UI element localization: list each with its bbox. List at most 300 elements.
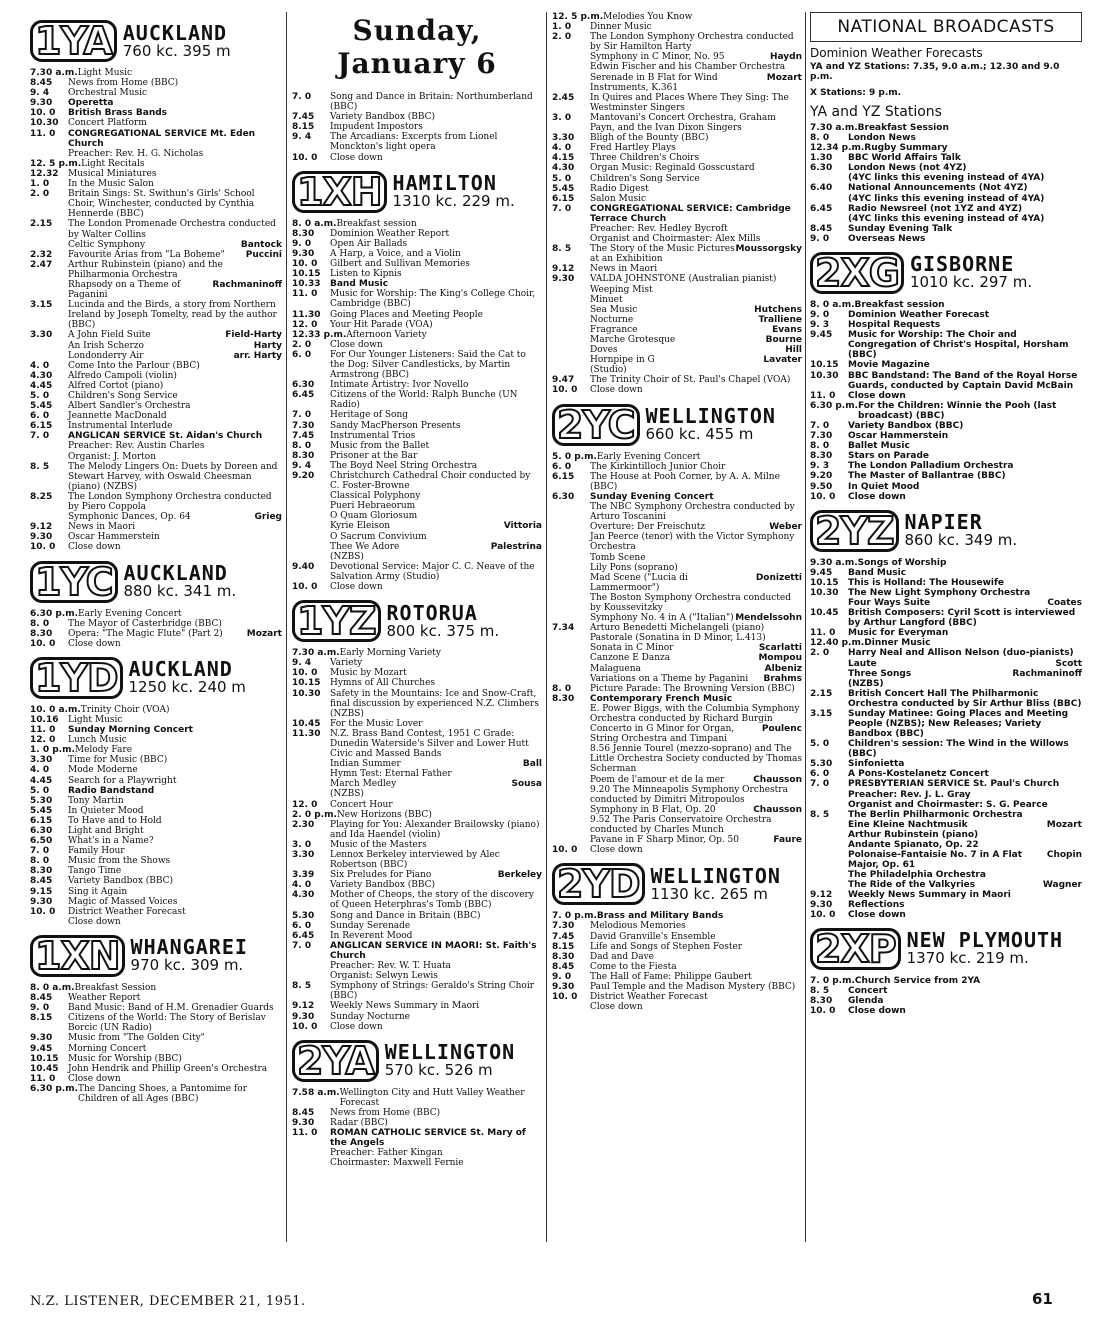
- programme-time: 6.45: [292, 930, 315, 941]
- programme-time: 11. 0: [30, 1073, 56, 1084]
- programme-title: [590, 932, 802, 942]
- programme-text: Breakfast Session: [857, 123, 949, 133]
- programme-time: 3.30: [30, 755, 53, 766]
- programme-text: Close down: [848, 1006, 906, 1017]
- programme-time: 12. 0: [30, 735, 56, 746]
- programme-text: What's in a Name?: [68, 836, 154, 847]
- programme-time: 8. 0 a.m.: [30, 982, 75, 993]
- programme-time: 8.30: [30, 866, 53, 877]
- programme-detail: [292, 491, 542, 501]
- programme-title: [330, 350, 542, 380]
- programme-time: 5.30: [292, 910, 315, 921]
- programme-detail: [552, 805, 802, 815]
- programme-entry: [810, 143, 1082, 153]
- programme-time: 10. 0 a.m.: [30, 704, 81, 715]
- station-header: [810, 510, 1082, 552]
- programme-entry: [292, 689, 542, 719]
- programme-entry: [552, 932, 802, 942]
- programme-detail: [810, 840, 1082, 850]
- programme-entry: [810, 441, 1082, 451]
- composer: Haydn: [769, 52, 802, 63]
- programme-title: [848, 588, 1082, 598]
- programme-entry: [810, 759, 1082, 769]
- programme-time: 10.45: [30, 1063, 59, 1074]
- programme-title: [590, 942, 802, 952]
- detail-text: March Medley: [330, 779, 397, 790]
- programme-time: 8.45: [30, 78, 53, 89]
- programme-title: [337, 810, 542, 820]
- programme-title: [848, 441, 1082, 451]
- programme-text: Devotional Service: Major C. C. Neave of the Salvation Army (Studio): [330, 561, 535, 582]
- programme-title: [858, 123, 1082, 133]
- programme-title: [590, 623, 802, 633]
- programme-title: [68, 755, 282, 765]
- programme-title: [68, 786, 282, 796]
- programme-entry: [30, 361, 282, 371]
- programme-text: New Horizons (BBC): [336, 809, 432, 820]
- detail-text: Three Songs: [848, 668, 912, 679]
- programme-entry: [810, 568, 1082, 578]
- programme-time: 4.15: [552, 153, 575, 164]
- programme-text: Close down: [330, 1021, 383, 1032]
- composer: Chausson: [753, 804, 802, 815]
- programme-text: Gilbert and Sullivan Memories: [330, 259, 470, 270]
- programme-entry: [810, 1006, 1082, 1016]
- programme-title: [590, 93, 802, 113]
- programme-text: Symphony of Strings: Geraldo's String Choir (BBC): [330, 981, 535, 1002]
- programme-detail: [292, 552, 542, 562]
- programme-detail: [810, 870, 1082, 880]
- programme-entry: [552, 204, 802, 224]
- programme-text: The Mayor of Casterbridge (BBC): [68, 618, 222, 629]
- programme-time: 10. 0: [30, 108, 56, 119]
- programme-title: [330, 890, 542, 910]
- programme-text: Organ Music: Reginald Gosscustard: [590, 163, 755, 174]
- programme-title: [590, 133, 802, 143]
- programme-title: [68, 189, 282, 219]
- station-info: [131, 937, 248, 974]
- station-call-sign: 2YD: [552, 863, 645, 905]
- programme-title: [848, 183, 1082, 193]
- programme-time: 8.30: [552, 951, 575, 962]
- programme-entry: [292, 421, 542, 431]
- programme-time: 12.33 p.m.: [292, 329, 347, 340]
- programme-entry: [30, 462, 282, 492]
- programme-title: [848, 648, 1082, 658]
- programme-time: 7.45: [552, 931, 575, 942]
- programme-list: [30, 609, 282, 649]
- programme-title: [590, 204, 802, 224]
- programme-text: Operetta: [68, 98, 114, 109]
- programme-entry: [810, 578, 1082, 588]
- programme-time: 10. 0: [810, 909, 836, 920]
- programme-time: 9.12: [30, 522, 53, 533]
- programme-title: [848, 779, 1082, 789]
- programme-text: Children's Song Service: [68, 391, 178, 401]
- programme-entry: [552, 174, 802, 184]
- programme-text: Dinner Music: [590, 22, 652, 33]
- programme-detail: [552, 502, 802, 522]
- programme-title: [68, 907, 282, 917]
- programme-text: Close down: [848, 491, 906, 502]
- station-info: [385, 1042, 515, 1079]
- programme-entry: [30, 421, 282, 431]
- programme-text: Song and Dance in Britain: Northumberland (BBC): [330, 92, 533, 113]
- composer: Bantock: [240, 239, 282, 250]
- programme-entry: [810, 890, 1082, 900]
- programme-text: Come Into the Parlour (BBC): [68, 360, 200, 371]
- programme-time: 10.16: [30, 714, 59, 725]
- programme-entry: [552, 472, 802, 492]
- programme-title: [848, 608, 1082, 628]
- programme-entry: [30, 330, 282, 340]
- station-header: [30, 657, 282, 699]
- programme-title: [848, 471, 1082, 481]
- programme-title: [68, 897, 282, 907]
- programme-text: Going Places and Meeting People: [330, 309, 483, 320]
- station-name: AUCKLAND: [122, 20, 228, 45]
- programme-entry: [810, 310, 1082, 320]
- programme-time: 4. 0: [292, 880, 312, 891]
- programme-entry: [30, 836, 282, 846]
- detail-text: Poem de l'amour et de la mer: [590, 774, 725, 785]
- programme-entry: [30, 907, 282, 917]
- programme-text: British Composers: Cyril Scott is interviewed by Arthur Langford (BBC): [848, 608, 1076, 629]
- programme-text: Life and Songs of Stephen Foster: [590, 941, 743, 952]
- programme-text: Arturo Benedetti Michelangeli (piano): [590, 623, 765, 634]
- programme-entry: [292, 239, 542, 249]
- programme-entry: [292, 1088, 542, 1108]
- programme-title: [330, 562, 542, 582]
- programme-entry: [292, 941, 542, 961]
- programme-title: [330, 289, 542, 309]
- programme-entry: [292, 410, 542, 420]
- programme-text: Breakfast session: [854, 299, 945, 310]
- detail-text: Preacher: Rev. Austin Charles: [68, 441, 205, 452]
- programme-title: [855, 976, 1082, 986]
- composer: Brahms: [763, 673, 802, 684]
- programme-detail: [292, 789, 542, 799]
- programme-entry: [552, 32, 802, 52]
- programme-detail: [552, 674, 802, 684]
- programme-text: Melodies You Know: [603, 12, 693, 22]
- programme-list: [552, 911, 802, 1012]
- programme-time: 9.45: [810, 567, 833, 578]
- programme-time: 10. 0: [292, 152, 318, 163]
- programme-title: [68, 629, 282, 639]
- station-call-sign: 2YZ: [810, 510, 899, 552]
- programme-detail: [810, 214, 1082, 224]
- programme-time: 3. 0: [552, 112, 572, 123]
- programme-time: 2.15: [810, 688, 833, 699]
- detail-text: The NBC Symphony Orchestra conducted by Arturo Toscanini: [590, 502, 795, 523]
- programme-title: [590, 472, 802, 492]
- programme-text: Intimate Artistry: Ivor Novello: [330, 380, 469, 391]
- programme-title: [848, 492, 1082, 502]
- programme-detail: [810, 880, 1082, 890]
- programme-text: Variety Bandbox (BBC): [848, 420, 964, 431]
- programme-title: [330, 320, 542, 330]
- programme-text: Morning Concert: [68, 1043, 147, 1054]
- programme-title: [68, 1054, 282, 1064]
- programme-text: The Berlin Philharmonic Orchestra: [848, 809, 1023, 820]
- programme-title: [68, 129, 282, 149]
- station-call-sign: 1YZ: [292, 600, 381, 642]
- detail-text: Sea Music: [590, 304, 638, 315]
- programme-entry: [292, 1012, 542, 1022]
- programme-text: Sunday Morning Concert: [68, 725, 193, 736]
- programme-time: 12. 0: [292, 799, 318, 810]
- detail-text: Rhapsody on a Theme of Paganini: [68, 279, 181, 301]
- programme-title: [330, 92, 542, 112]
- detail-text: Polonaise-Fantaisie No. 7 in A Flat Major, Op. 61: [848, 849, 1023, 870]
- programme-title: [68, 219, 282, 239]
- programme-title: [330, 931, 542, 941]
- national-broadcasts-h2: YA and YZ Stations: [810, 104, 942, 120]
- programme-time: 1. 0 p.m.: [30, 745, 75, 756]
- programme-time: 8.45: [810, 223, 833, 234]
- programme-time: 2.47: [30, 259, 53, 270]
- detail-text: Kyrie Eleison: [330, 521, 391, 532]
- programme-detail: [810, 800, 1082, 810]
- programme-title: [330, 658, 542, 668]
- programme-text: Music for Everyman: [848, 628, 949, 639]
- programme-entry: [30, 866, 282, 876]
- composer: Harty: [253, 340, 282, 351]
- programme-time: 2. 0: [810, 648, 830, 659]
- programme-title: [68, 361, 282, 371]
- programme-detail: [292, 511, 542, 521]
- programme-text: Paul Temple and the Madison Mystery (BBC): [590, 981, 796, 992]
- station-call-sign: 1XH: [292, 171, 387, 213]
- programme-entry: [30, 522, 282, 532]
- programme-text: Band Music: Band of H.M. Grenadier Guards: [68, 1003, 274, 1014]
- programme-title: [330, 850, 542, 870]
- programme-entry: [552, 952, 802, 962]
- programme-entry: [810, 153, 1082, 163]
- composer: Albeniz: [764, 663, 802, 674]
- composer: Wagner: [1042, 879, 1082, 890]
- programme-text: Dad and Dave: [590, 951, 654, 962]
- programme-text: British Brass Bands: [68, 108, 168, 119]
- detail-text: Minuet: [590, 294, 623, 305]
- programme-text: Mother of Cheops, the story of the discovery of Queen Heterphras's Tomb (BBC): [330, 890, 534, 911]
- programme-title: [848, 330, 1082, 360]
- programme-time: 9.30: [552, 274, 575, 285]
- programme-time: 8. 0 a.m.: [810, 299, 855, 310]
- programme-time: 2. 0: [552, 32, 572, 43]
- programme-title: [68, 826, 282, 836]
- programme-text: District Weather Forecast: [590, 992, 708, 1003]
- programme-title: [75, 983, 283, 993]
- composer: Bourne: [765, 335, 802, 345]
- detail-text: Hymn Test: Eternal Father: [330, 769, 452, 780]
- programme-entry: [810, 810, 1082, 820]
- composer: Mompou: [758, 653, 802, 664]
- programme-entry: [30, 629, 282, 639]
- programme-title: [330, 269, 542, 279]
- programme-detail: [552, 305, 802, 315]
- composer: Palestrina: [490, 541, 542, 552]
- programme-entry: [30, 745, 282, 755]
- detail-text: Symphony in C Minor, No. 95: [590, 52, 725, 63]
- detail-text: Hornpipe in G: [590, 355, 655, 366]
- page-title: Sunday, January 6: [337, 14, 497, 80]
- programme-entry: [552, 962, 802, 972]
- programme-text: Light and Bright: [68, 826, 144, 836]
- programme-title: [330, 911, 542, 921]
- programme-time: 9. 0: [552, 971, 572, 982]
- programme-text: Variety: [330, 658, 363, 669]
- composer: Chausson: [753, 774, 802, 785]
- programme-entry: [810, 558, 1082, 568]
- programme-entry: [30, 1044, 282, 1054]
- programme-text: Tango Time: [68, 866, 122, 877]
- programme-text: Stars on Parade: [848, 451, 929, 462]
- programme-text: Children's Song Service: [590, 173, 700, 184]
- programme-text: National Announcements (Not 4YZ): [848, 183, 1028, 194]
- programme-title: [848, 996, 1082, 1006]
- station-frequency: 970 kc. 309 m.: [130, 956, 244, 975]
- station-info: [650, 863, 781, 903]
- programme-text: Close down: [590, 385, 643, 396]
- programme-title: [330, 441, 542, 451]
- programme-title: [848, 482, 1082, 492]
- programme-detail: [30, 351, 282, 361]
- programme-time: 4.30: [552, 163, 575, 174]
- programme-time: 9.30: [30, 98, 53, 109]
- footer-publication: N.Z. LISTENER, DECEMBER 21, 1951.: [30, 1294, 306, 1309]
- programme-entry: [292, 890, 542, 910]
- programme-title: [848, 890, 1082, 900]
- programme-text: Opera: "The Magic Flute" (Part 2): [68, 628, 223, 639]
- programme-text: The London Promenade Orchestra conducted by Walter Collins: [68, 219, 276, 240]
- programme-entry: [30, 609, 282, 619]
- station-header: [810, 928, 1082, 970]
- station-name: HAMILTON: [392, 171, 497, 196]
- programme-list: [30, 983, 282, 1104]
- programme-text: In the Music Salon: [68, 179, 154, 190]
- programme-text: Band Music: [848, 567, 907, 578]
- programme-entry: [810, 234, 1082, 244]
- composer: Vittoria: [503, 521, 542, 532]
- programme-detail: [810, 830, 1082, 840]
- programme-time: 8. 5: [292, 981, 312, 992]
- detail-text: 8.56 Jennie Tourel (mezzo-soprano) and The Little Orchestra Society conducted by Thomas Scherman: [590, 744, 803, 775]
- programme-text: News in Maori: [590, 264, 658, 275]
- programme-time: 9.30: [30, 1033, 53, 1044]
- programme-entry: [810, 320, 1082, 330]
- station-info: [122, 20, 231, 60]
- programme-time: 8. 5: [30, 461, 50, 472]
- programme-time: 8. 0 a.m.: [292, 218, 337, 229]
- programme-entry: [810, 451, 1082, 461]
- programme-title: [81, 705, 282, 715]
- programme-title: [68, 88, 282, 98]
- programme-time: 8. 0: [30, 856, 50, 867]
- programme-text: Orchestral Music: [68, 88, 148, 99]
- programme-time: 8.30: [292, 450, 315, 461]
- station-frequency: 1010 kc. 297 m.: [909, 273, 1033, 292]
- programme-title: [848, 986, 1082, 996]
- programme-title: [848, 689, 1082, 709]
- programme-text: Breakfast session: [336, 218, 417, 229]
- composer: Coates: [1047, 598, 1082, 609]
- programme-entry: [30, 411, 282, 421]
- programme-entry: [292, 1001, 542, 1011]
- programme-entry: [292, 668, 542, 678]
- programme-text: Sunday Evening Talk: [848, 223, 953, 234]
- programme-entry: [292, 1108, 542, 1118]
- programme-entry: [292, 269, 542, 279]
- detail-text: (4YC links this evening instead of 4YA): [848, 213, 1045, 224]
- station-call-sign: 2XP: [810, 928, 901, 970]
- programme-detail: [552, 653, 802, 663]
- programme-text: Light Recitals: [81, 158, 145, 169]
- programme-time: 10.15: [30, 1053, 59, 1064]
- programme-text: Close down: [330, 152, 383, 163]
- programme-title: [848, 391, 1082, 401]
- programme-detail: [552, 835, 802, 845]
- programme-title: [330, 870, 542, 880]
- station-header: [292, 1040, 542, 1082]
- programme-detail: [30, 280, 282, 300]
- programme-entry: [30, 98, 282, 108]
- programme-time: 4. 0: [552, 143, 572, 154]
- programme-time: 7.30: [810, 431, 833, 442]
- programme-time: 11. 0: [30, 725, 56, 736]
- programme-time: 8.45: [552, 961, 575, 972]
- programme-time: 8. 5: [810, 809, 830, 820]
- programme-text: Lucinda and the Birds, a story from Northern Ireland by Joseph Tomelty, read by the author (BBC): [68, 300, 277, 331]
- programme-time: 6. 0: [292, 920, 312, 931]
- programme-title: [855, 300, 1083, 310]
- detail-text: Marche Grotesque: [590, 335, 676, 345]
- programme-entry: [292, 229, 542, 239]
- station-call-sign: 2XG: [810, 252, 904, 294]
- programme-title: [848, 461, 1082, 471]
- programme-entry: [810, 461, 1082, 471]
- programme-time: 10. 0: [552, 845, 578, 856]
- programme-text: Church Service from 2YA: [854, 975, 981, 986]
- programme-title: [330, 668, 542, 678]
- programme-time: 12.34 p.m.: [810, 143, 865, 154]
- detail-text: Celtic Symphony: [68, 239, 146, 250]
- programme-time: 11.30: [292, 309, 321, 320]
- programme-time: 6.15: [30, 815, 53, 826]
- programme-time: 9. 0: [810, 233, 830, 244]
- programme-text: The Trinity Choir of St. Paul's Chapel (VOA): [590, 375, 791, 386]
- programme-time: 4.30: [30, 370, 53, 381]
- programme-entry: [292, 729, 542, 759]
- programme-text: Dominion Weather Forecast: [848, 309, 990, 320]
- programme-title: [68, 462, 282, 492]
- detail-text: Four Ways Suite: [848, 598, 931, 609]
- programme-detail: [810, 194, 1082, 204]
- programme-text: The Dancing Shoes, a Pantomime for Children of all Ages (BBC): [78, 1083, 248, 1104]
- programme-time: 7.58 a.m.: [292, 1087, 340, 1098]
- programme-entry: [552, 462, 802, 472]
- programme-time: 10. 0: [30, 906, 56, 917]
- programme-entry: [30, 189, 282, 219]
- programme-detail: [552, 775, 802, 785]
- programme-list: [810, 300, 1082, 502]
- programme-entry: [810, 689, 1082, 709]
- programme-time: 10. 0: [292, 259, 318, 270]
- programme-time: 10.30: [810, 370, 839, 381]
- programme-title: [590, 684, 802, 694]
- programme-time: 10. 0: [552, 385, 578, 396]
